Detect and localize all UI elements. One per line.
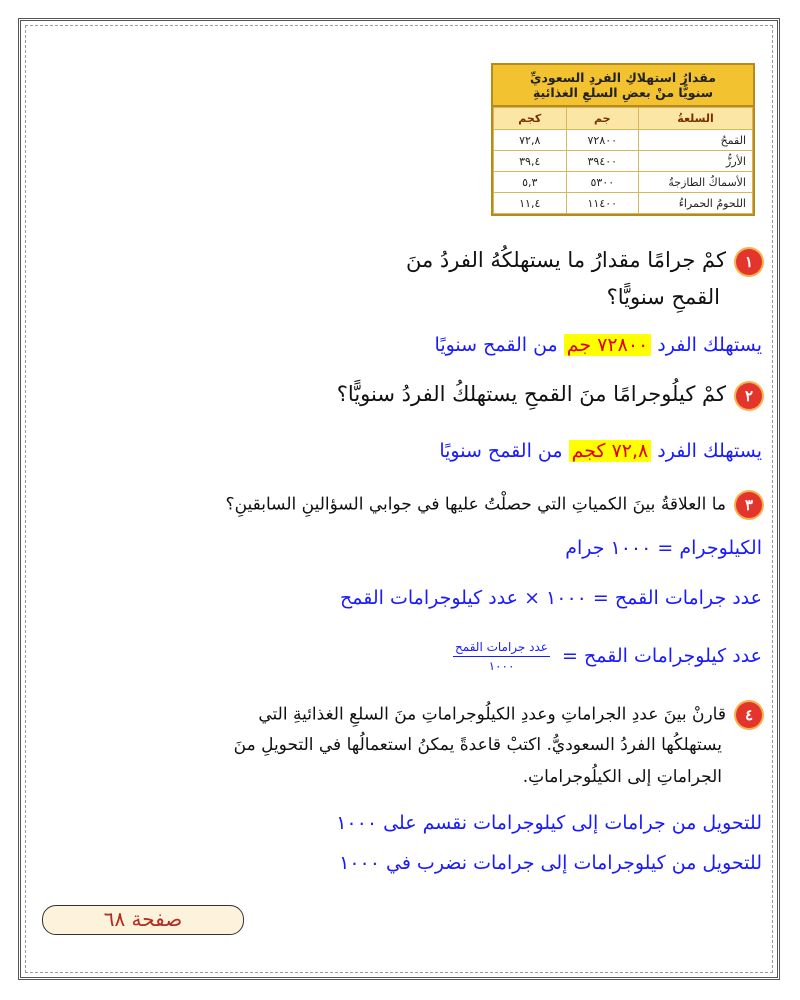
cell-item: اللحومُ الحمراءُ	[639, 193, 753, 214]
answer-3-line1: الكيلوجرام = ١٠٠٠ جرام	[565, 537, 762, 559]
page-number-label: صفحة ٦٨	[42, 905, 244, 935]
question-text: القمحِ سنويًّا؟	[606, 285, 720, 309]
question-1-line2	[40, 285, 720, 309]
table-row	[494, 172, 753, 193]
cell-kilograms: ٥,٣	[494, 172, 567, 193]
table-row	[494, 193, 753, 214]
table-row	[494, 130, 753, 151]
table-title	[493, 65, 753, 107]
question-text: ما العلاقةُ بينَ الكمياتِ التي حصلْتُ عليها في جوابي السؤالينِ السابقينِ؟	[225, 494, 726, 515]
consumption-table	[491, 63, 755, 216]
fraction-denominator: ١٠٠٠	[488, 659, 515, 673]
question-number-badge: ٢	[736, 383, 762, 409]
cell-grams: ٣٩٤٠٠	[566, 151, 639, 172]
cell-item: الأرزُّ	[639, 151, 753, 172]
highlighted-answer: ٧٢٨٠٠ جم	[564, 334, 651, 356]
question-3	[40, 492, 762, 518]
answer-2	[40, 440, 762, 462]
question-4-line1	[40, 702, 762, 728]
question-1-line1	[40, 248, 762, 275]
answer-3-line3	[40, 640, 762, 673]
question-text: كمْ جرامًا مقدارُ ما يستهلكُهُ الفردُ منَ	[405, 248, 726, 272]
answer-text: من القمح سنويًا	[434, 334, 558, 356]
header-grams: جم	[566, 108, 639, 130]
answer-4-line1: للتحويل من جرامات إلى كيلوجرامات نقسم على ١٠٠٠	[336, 812, 762, 834]
table-row	[494, 151, 753, 172]
answer-1	[40, 334, 762, 356]
cell-kilograms: ١١,٤	[494, 193, 567, 214]
answer-text: من القمح سنويًا	[439, 440, 563, 462]
highlighted-answer: ٧٢,٨ كجم	[569, 440, 652, 462]
cell-grams: ٥٣٠٠	[566, 172, 639, 193]
question-number-badge: ١	[736, 249, 762, 275]
question-number-badge: ٣	[736, 492, 762, 518]
answer-3-line2: عدد جرامات القمح = ١٠٠٠ × عدد كيلوجرامات القمح	[340, 587, 762, 609]
cell-grams: ١١٤٠٠	[566, 193, 639, 214]
cell-item: القمحُ	[639, 130, 753, 151]
question-4-line2: يستهلكُها الفردُ السعوديُّ. اكتبْ قاعدةً يمكنُ استعمالُها في التحويلِ منَ	[233, 735, 722, 755]
answer-text: يستهلك الفرد	[657, 334, 762, 356]
cell-kilograms: ٣٩,٤	[494, 151, 567, 172]
table-title-line1: مقدارُ استهلاكِ الفردِ السعوديِّ	[530, 70, 716, 85]
cell-grams: ٧٢٨٠٠	[566, 130, 639, 151]
cell-kilograms: ٧٢,٨	[494, 130, 567, 151]
answer-4-line2: للتحويل من كيلوجرامات إلى جرامات نضرب في ١٠٠٠	[339, 852, 762, 874]
question-2	[40, 382, 762, 409]
table-title-line2: سنويًّا منْ بعضِ السلعِ الغذائيةِ	[532, 85, 714, 100]
fraction-numerator: عدد جرامات القمح	[453, 640, 550, 657]
header-item: السلعةُ	[639, 108, 753, 130]
header-kilograms: كجم	[494, 108, 567, 130]
question-text: قارنْ بينَ عددِ الجراماتِ وعددِ الكيلُوجراماتِ منَ السلعِ الغذائيةِ التي	[258, 704, 726, 725]
fraction	[453, 640, 550, 673]
question-4-line3: الجراماتِ إلى الكيلُوجراماتِ.	[522, 767, 722, 787]
answer-text: عدد كيلوجرامات القمح =	[562, 645, 762, 667]
question-text: كمْ كيلُوجرامًا منَ القمحِ يستهلكُ الفردُ سنويًّا؟	[336, 382, 726, 406]
answer-text: يستهلك الفرد	[657, 440, 762, 462]
cell-item: الأسماكُ الطازجةُ	[639, 172, 753, 193]
question-number-badge: ٤	[736, 702, 762, 728]
